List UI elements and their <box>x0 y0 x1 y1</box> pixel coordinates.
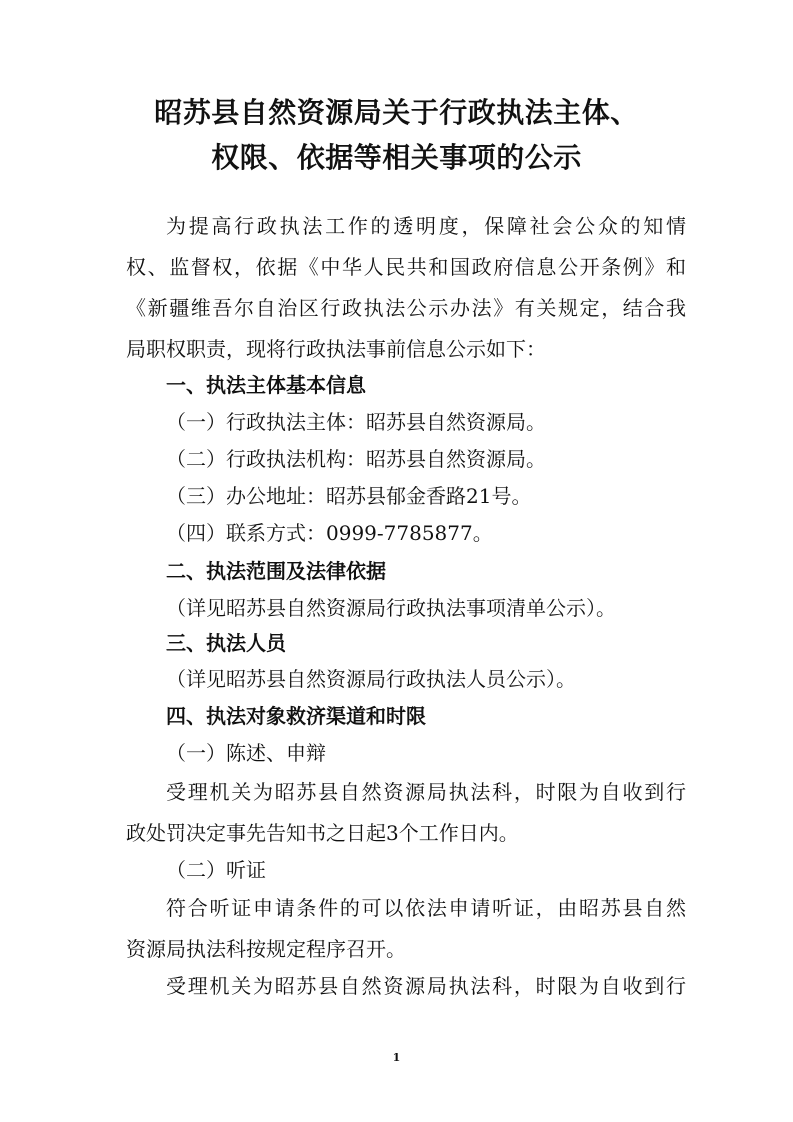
intro-line-1: 为提高行政执法工作的透明度，保障社会公众的知情 <box>166 214 686 238</box>
section-1-item-2: （二）行政执法机构：昭苏县自然资源局。 <box>166 447 546 471</box>
document-title-line-2: 权限、依据等相关事项的公示 <box>211 141 582 174</box>
section-2-text: （详见昭苏县自然资源局行政执法事项清单公示）。 <box>166 596 616 620</box>
section-3-heading: 三、执法人员 <box>166 631 286 655</box>
section-4-sub-1-heading: （一）陈述、申辩 <box>166 741 326 765</box>
section-4-sub-2-heading: （二）听证 <box>166 858 266 882</box>
section-4-sub-1-line-2: 政处罚决定事先告知书之日起3个工作日内。 <box>126 821 519 845</box>
section-1-heading: 一、执法主体基本信息 <box>166 373 366 397</box>
section-4-sub-2-line-1: 符合听证申请条件的可以依法申请听证，由昭苏县自然 <box>166 896 686 920</box>
section-4-heading: 四、执法对象救济渠道和时限 <box>166 704 426 728</box>
section-1-item-1: （一）行政执法主体：昭苏县自然资源局。 <box>166 410 546 434</box>
document-title-line-1: 昭苏县自然资源局关于行政执法主体、 <box>154 96 639 129</box>
section-1-item-4: （四）联系方式：0999-7785877。 <box>166 521 493 545</box>
section-1-item-3: （三）办公地址：昭苏县郁金香路21号。 <box>166 484 532 508</box>
section-4-sub-2-line-2: 资源局执法科按规定程序召开。 <box>126 937 406 961</box>
section-4-sub-1-line-1: 受理机关为昭苏县自然资源局执法科，时限为自收到行 <box>166 780 686 804</box>
section-2-heading: 二、执法范围及法律依据 <box>166 559 386 583</box>
section-4-sub-2-line-3: 受理机关为昭苏县自然资源局执法科，时限为自收到行 <box>166 974 686 998</box>
intro-line-2: 权、监督权，依据《中华人民共和国政府信息公开条例》和 <box>126 255 686 279</box>
intro-line-4: 局职权职责，现将行政执法事前信息公示如下： <box>126 337 546 361</box>
intro-line-3: 《新疆维吾尔自治区行政执法公示办法》有关规定，结合我 <box>126 296 686 320</box>
section-3-text: （详见昭苏县自然资源局行政执法人员公示）。 <box>166 667 576 691</box>
page-number: 1 <box>392 1051 401 1064</box>
